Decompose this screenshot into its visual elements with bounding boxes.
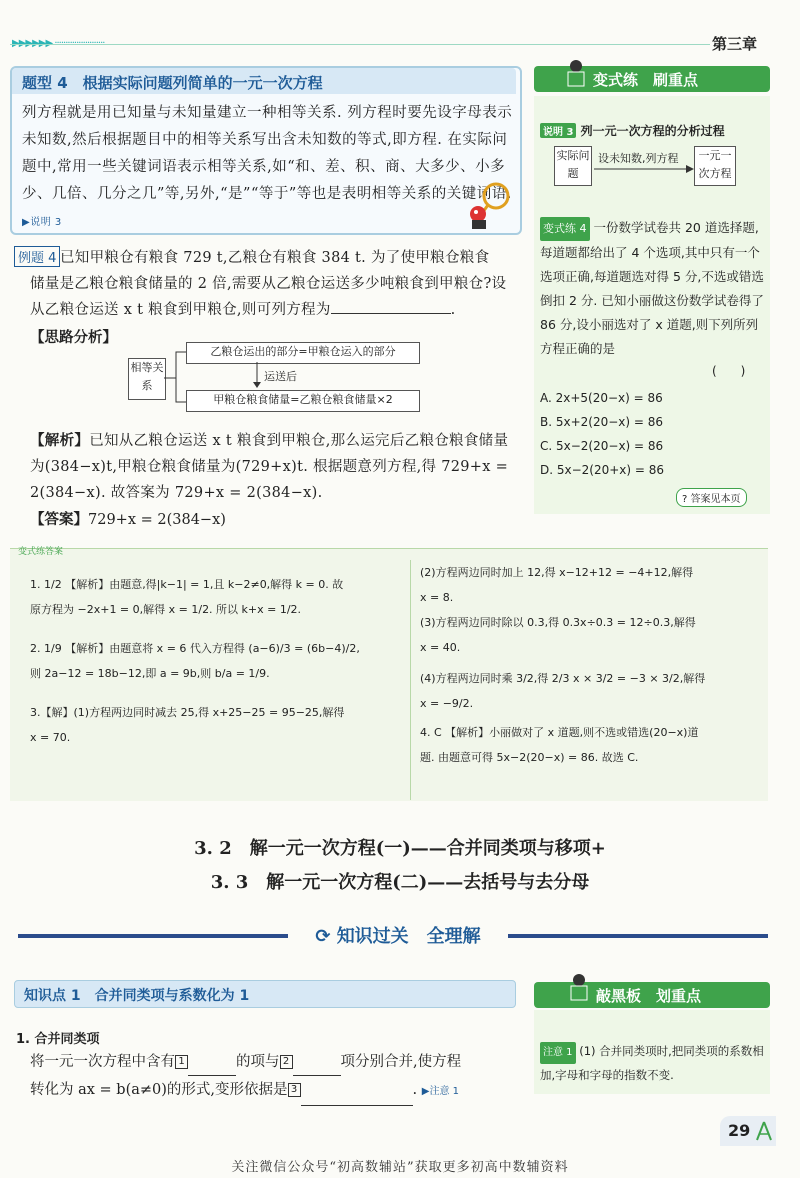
page-number-text: 29 — [728, 1121, 751, 1140]
knowledge-bar-label — [288, 922, 508, 950]
answer-blank[interactable] — [331, 301, 451, 314]
magnifier-mascot-icon — [462, 180, 514, 230]
side-title: 变式练 刷重点 — [593, 71, 699, 89]
blank-1[interactable] — [188, 1061, 236, 1076]
option-d[interactable]: D. 5x−2(20+x) = 86 — [540, 463, 665, 477]
example-line2: 储量是乙粮仓粮食储量的 2 倍,需要从乙粮仓运送多少吨粮食到甲粮仓?设从乙粮仓运送 x t 粮食到甲粮仓,则可列方程为 . — [30, 276, 507, 318]
chapter-label: 第三章 — [712, 35, 758, 53]
blank-2-box: 2 — [280, 1055, 293, 1069]
diagram-bottom-box — [186, 390, 420, 412]
merge-text-c: 项分别合并,使方程 — [340, 1054, 462, 1070]
section-title-3-2: 3. 2 解一元一次方程(一)——合并同类项与移项+ — [194, 838, 606, 859]
ans-right-6: 4. C 【解析】小丽做对了 x 道题,则不选或错选(20−x)道 — [420, 726, 699, 739]
ans-right-0: (2)方程两边同时加上 12,得 x−12+12 = −4+12,解得 — [420, 566, 694, 579]
footer-text: 关注微信公众号“初高数辅站”获取更多初高中数辅资料 — [231, 1160, 569, 1175]
refresh-icon: ⟳ — [315, 926, 331, 947]
merge-text-b: 的项与 — [236, 1054, 280, 1070]
page-number — [720, 1116, 776, 1146]
explanation-title: 列一元一次方程的分析过程 — [580, 124, 725, 138]
solution — [30, 428, 522, 506]
type4-body — [22, 100, 517, 236]
blank-2[interactable] — [293, 1061, 341, 1076]
options-list — [540, 386, 664, 482]
example-line1: 已知甲粮仓有粮食 729 t,乙粮仓有粮食 384 t. 为了使甲粮仓粮食 — [60, 250, 490, 266]
variant-4 — [540, 216, 768, 361]
answers-left-column — [30, 572, 405, 750]
flow-left-text: 实际问题 — [556, 149, 590, 180]
ans-right-1: x = 8. — [420, 591, 454, 604]
blackboard-note — [540, 1040, 766, 1086]
flow-arrow-label: 设未知数,列方程 — [598, 152, 679, 165]
solution-text: 已知从乙粮仓运送 x t 粮食到甲粮仓,那么运完后乙粮仓粮食储量为(384−x)t,甲粮仓粮食储量为(729+x)t. 根据题意列方程,得 729+x = 2(384−x). 故答案为 729+x = 2(384−x). — [30, 433, 509, 501]
ans-left-4: 3.【解】(1)方程两边同时减去 25,得 x+25−25 = 95−25,解得 — [30, 706, 345, 719]
answer-ref-text: 答案见本页 — [690, 494, 741, 505]
compass-icon — [754, 1120, 774, 1142]
answers-divider — [410, 560, 411, 800]
merge-line1 — [30, 1048, 520, 1076]
mascot-icon — [566, 972, 592, 1006]
ans-left-3: 则 2a−12 = 18b−12,即 a = 9b,则 b/a = 1/9. — [30, 667, 270, 680]
mascot-icon — [562, 58, 590, 92]
ans-left-1: 原方程为 −2x+1 = 0,解得 x = 1/2. 所以 k+x = 1/2. — [30, 603, 302, 616]
note-text: (1) 合并同类项时,把同类项的系数相加,字母和字母的指数不变. — [540, 1044, 764, 1082]
section-title-3-3: 3. 3 解一元一次方程(二)——去括号与去分母 — [210, 872, 590, 893]
blank-1-box: 1 — [175, 1055, 188, 1069]
merge-body — [30, 1048, 520, 1106]
ans-right-3: x = 40. — [420, 641, 461, 654]
explanation-3 — [540, 122, 725, 139]
diagram-middle-text: 运送后 — [264, 370, 297, 383]
solution-label: 【解析】 — [30, 432, 90, 449]
flow-arrow-icon — [594, 164, 694, 174]
note-ref-3[interactable]: ▶说明 3 — [22, 217, 62, 228]
blank-3-box: 3 — [288, 1083, 301, 1097]
diagram-down-arrow-icon — [252, 362, 262, 388]
option-a[interactable]: A. 2x+5(20−x) = 86 — [540, 391, 663, 405]
thinking-label: 【思路分析】 — [30, 329, 117, 346]
answer-ref-link[interactable]: ? 答案见本页 — [676, 488, 747, 507]
merge-title: 1. 合并同类项 — [16, 1032, 100, 1047]
answers-right-column — [420, 560, 765, 770]
option-c[interactable]: C. 5x−2(20−x) = 86 — [540, 439, 664, 453]
merge-text-a: 将一元一次方程中含有 — [30, 1054, 175, 1070]
diagram-left-text: 相等关系 — [130, 361, 164, 392]
answer-paren: ( ) — [712, 364, 746, 378]
header-rule — [10, 44, 710, 45]
ans-right-7: 题. 由题意可得 5x−2(20−x) = 86. 故选 C. — [420, 751, 639, 764]
flow-right-box — [694, 146, 736, 186]
type4-title: 题型 4 根据实际问题列简单的一元一次方程 — [22, 74, 323, 92]
option-b[interactable]: B. 5x+2(20−x) = 86 — [540, 415, 664, 429]
ans-right-2: (3)方程两边同时除以 0.3,得 0.3x÷0.3 = 12÷0.3,解得 — [420, 616, 696, 629]
ans-left-0: 1. 1/2 【解析】由题意,得|k−1| = 1,且 k−2≠0,解得 k = 0. 故 — [30, 578, 344, 591]
ans-right-5: x = −9/2. — [420, 697, 474, 710]
type4-text: 列方程就是用已知量与未知量建立一种相等关系. 列方程时要先设字母表示未知数,然后根据题目中的相等关系写出含未知数的等式,即方程. 在实际问题中,常用一些关键词语表示相等关系,如“和、差、积、商、大多少、小多少、几倍、几分之几”等,另外,“是”“等于”等也是表明相等关系的关键词语. — [22, 105, 513, 202]
merge-text-d: 转化为 ax = b(a≠0)的形式,变形依据是 — [30, 1082, 288, 1098]
diagram-top-text: 乙粮仓运出的部分=甲粮仓运入的部分 — [210, 345, 396, 358]
variant-text: 一份数学试卷共 20 道选择题,每道题都给出了 4 个选项,其中只有一个选项正确,每道题选对得 5 分,不选或错选倒扣 2 分. 已知小丽做这份数学试卷得了 86 分,设小丽选对了 x 道题,则下列所列方程正确的是 — [540, 220, 764, 356]
flow-left-box — [554, 146, 592, 186]
variant-tag: 变式练 4 — [540, 217, 590, 241]
note-ref-1[interactable]: ▶注意 1 — [421, 1086, 459, 1097]
ans-left-2: 2. 1/9 【解析】由题意将 x = 6 代入方程得 (a−6)/3 = (6b−4)/2, — [30, 642, 360, 655]
diagram-top-box — [186, 342, 420, 364]
answer-label: 【答案】 — [30, 511, 88, 528]
ans-left-5: x = 70. — [30, 731, 71, 744]
blank-3[interactable] — [301, 1091, 413, 1106]
blackboard-title: 敲黑板 划重点 — [596, 987, 702, 1005]
kp1-title: 知识点 1 合并同类项与系数化为 1 — [24, 988, 250, 1004]
example-label: 例题 4 — [14, 246, 60, 267]
diagram-left-box — [128, 358, 166, 400]
note-tag: 注意 1 — [540, 1042, 576, 1064]
flow-right-text: 一元一次方程 — [698, 149, 732, 180]
answer-row — [30, 508, 226, 529]
explanation-tag: 说明 3 — [540, 123, 576, 138]
example-question: 储量是乙粮仓粮食储量的 2 倍,需要从乙粮仓运送多少吨粮食到甲粮仓?设从乙粮仓运送 x t 粮食到甲粮仓,则可列方程为 — [30, 276, 507, 318]
merge-line2: 转化为 ax = b(a≠0)的形式,变形依据是 3 . ▶注意 1 — [30, 1076, 520, 1106]
ans-right-4: (4)方程两边同时乘 3/2,得 2/3 x × 3/2 = −3 × 3/2,解得 — [420, 672, 706, 685]
knowledge-bar-text: 知识过关 全理解 — [336, 926, 481, 947]
diagram-bottom-text: 甲粮仓粮食储量=乙粮仓粮食储量×2 — [213, 393, 393, 406]
answer-text: 729+x = 2(384−x) — [88, 512, 226, 528]
answers-label: 变式练答案 — [18, 547, 64, 557]
